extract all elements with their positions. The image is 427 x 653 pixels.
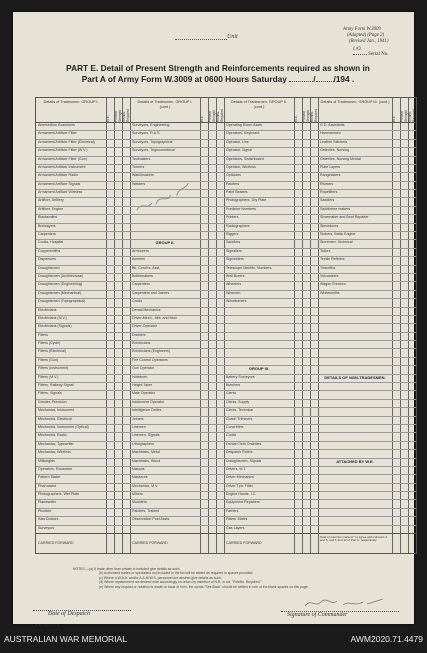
trade-row-label: Butchers	[226, 383, 241, 388]
trade-row-label: Mechanics, M.V.	[132, 483, 159, 488]
trade-row-label: Leather Stitchers	[320, 139, 348, 144]
trade-row-label: Male Operator	[132, 391, 155, 396]
row-divider	[36, 357, 416, 358]
column-divider	[408, 98, 409, 553]
row-divider	[36, 382, 416, 383]
row-divider	[36, 374, 416, 375]
trade-row-label: Armament Artificer Instrument	[38, 164, 86, 169]
trade-row-label: Axemen	[132, 257, 146, 262]
trade-row-label: Cooks, Hospital	[38, 240, 64, 245]
group-subheading: GROUP II.	[155, 240, 175, 246]
trade-row-label: Drivers, M.T.	[226, 466, 247, 471]
trade-row-label: G.D. Assistants	[320, 123, 345, 127]
title-line-1: PART E. Detail of Present Strength and Reinforcements required as shown in	[66, 63, 370, 73]
trade-row-label: Operators, Keyboard	[226, 131, 260, 136]
title-month-blank	[316, 81, 334, 82]
column-divider	[294, 98, 295, 553]
unit-blank-line	[175, 39, 227, 40]
vertical-column-heading: Reinfts. Required	[310, 109, 318, 122]
trade-row-label: Electricians (M.V.)	[38, 315, 67, 320]
trade-row-label: Fitters (Electrical)	[38, 349, 66, 354]
trade-row-label: Operators, Excavator	[38, 466, 72, 471]
trade-row-label: Mechanics, Instrument (Optical)	[38, 424, 89, 429]
row-divider	[36, 164, 416, 165]
trade-row-label: Joiners	[132, 416, 144, 421]
trade-row-label: Well Borers	[226, 273, 245, 278]
trade-row-label: Machinists, Wood	[132, 458, 161, 463]
row-divider	[36, 516, 416, 517]
trade-row-label: Driver Tptr. Fitter	[226, 483, 253, 488]
trade-row-label: Saddlers	[226, 240, 241, 245]
trade-row-label: Artificer, Artillery	[38, 198, 64, 203]
trade-row-label: Cooks	[226, 433, 237, 438]
trade-row-label: Draughtsmen	[38, 265, 60, 270]
trade-row-label: Boilermakers	[132, 273, 153, 278]
trade-row-label: Surveyors, Engineering	[132, 123, 170, 127]
trade-row-label: Farriers	[226, 508, 239, 513]
trade-row-label: Artificer, Engine	[38, 206, 64, 211]
trade-row-label: Gun Operator	[132, 366, 154, 371]
row-divider	[36, 441, 416, 442]
form-ref-line: I./O.	[353, 47, 362, 52]
trade-row-label: Clerks, Technical	[226, 408, 254, 413]
row-divider	[36, 390, 416, 391]
trade-row-label: Mechanics, Typewriter	[38, 441, 74, 446]
row-divider	[36, 139, 416, 140]
row-divider	[36, 508, 416, 509]
row-divider	[36, 273, 416, 274]
row-divider	[36, 172, 416, 173]
row-divider	[36, 499, 416, 500]
trade-row-label: Fitters (M.V.)	[38, 374, 59, 379]
trade-row-label: Masons	[132, 466, 145, 471]
trade-row-label: Coach Trimmers	[226, 416, 253, 421]
row-divider	[36, 449, 416, 450]
date-of-despatch	[33, 605, 131, 617]
trade-row-label: Concreters	[226, 424, 244, 429]
trade-row-label: Dental Mechanics	[132, 307, 161, 312]
trade-row-label: Observation Post Assts.	[132, 517, 171, 522]
trade-row-label: Painters, Trained	[132, 508, 160, 513]
row-divider	[36, 525, 416, 526]
column-divider	[310, 98, 311, 553]
trade-row-label: Electricians (Engineers)	[132, 349, 170, 354]
note-line: (b) Authorised trades or specialists not included in the list will be added as required in spaces provided.	[99, 571, 254, 576]
trade-row-label: Equipment Repairers	[226, 500, 260, 505]
trade-row-label: Height Taker	[132, 383, 153, 388]
vertical-column-heading: Reinfts. Required	[122, 109, 130, 122]
row-divider	[36, 130, 416, 131]
trade-row-label: Rangetakers	[320, 173, 341, 178]
row-divider	[36, 214, 416, 215]
trade-row-label: Bricklayers	[38, 223, 56, 228]
row-divider	[36, 223, 416, 224]
row-divider	[36, 424, 416, 425]
title-line-2-text: Part A of Army Form W.3009 at 0600 Hours Saturday	[81, 74, 287, 84]
footer-accession-number: AWM2020.71.4479	[350, 634, 423, 644]
row-divider	[36, 231, 416, 232]
strength-table	[35, 97, 417, 554]
trade-row-label: Fitters, Railway Signal	[38, 383, 74, 388]
carried-forward-label: CARRIED FORWARD	[132, 541, 168, 545]
trade-row-label: Armament Artificer Wireless	[38, 190, 83, 195]
trade-row-label: Woodturners	[226, 299, 247, 304]
trade-row-label: Carpenters and Joiners	[132, 290, 170, 295]
row-divider	[36, 298, 416, 299]
trade-row-label: Surveyors	[38, 525, 55, 530]
trade-row-label: Surveyors, Trigonometrical	[132, 148, 175, 153]
trade-row-label: Mechanics, Radio	[38, 433, 67, 438]
row-divider	[36, 348, 416, 349]
column-heading: Details of Tradesmen. GROUP I. (cont.)	[137, 100, 193, 109]
trade-row-label: Fitters' Mates	[226, 517, 248, 522]
note-line: (e) Where any request or notation is made on back of form, the words "See Back" should be written in one of the blank spaces on this page.	[99, 584, 309, 589]
trade-row-label: Operating Room Assts.	[226, 123, 263, 127]
trade-row-label: Masseurs	[132, 475, 148, 480]
trade-row-label: Electricians	[132, 341, 151, 346]
note-line: (c) Where a W.A.A. and/or A.A.M.W.S. personnel are desired give details as such.	[99, 575, 222, 580]
trade-row-label: Armament Artificer Fitter (Electrical)	[38, 139, 95, 144]
trade-row-label: Orderlies, Nursing Mental	[320, 156, 361, 161]
trade-row-label: Carpenters	[38, 232, 56, 237]
trade-row-label: Saddlers	[320, 198, 335, 203]
trade-row-label: Dispensers	[38, 257, 56, 262]
trade-row-label: Tailors	[320, 248, 331, 253]
trade-row-label: Pharmacist	[38, 483, 56, 488]
trade-row-label: Photographers, Wet Plate	[38, 492, 80, 497]
trade-row-label: Gas Layers	[226, 525, 245, 530]
form-notes	[73, 567, 403, 589]
trade-row-label: Surveyors, Topographical	[132, 139, 173, 144]
vertical-column-heading: Present Strength	[208, 109, 216, 122]
trade-row-label: Riveters	[320, 181, 334, 186]
group-subheading: GROUP III.	[248, 366, 270, 372]
trade-row-label: Telescope Identifn. Numbers	[226, 265, 272, 270]
trade-row-label: Electricians	[38, 307, 57, 312]
column-heading: Details of Tradesmen. GROUP II. (cont.)	[230, 100, 288, 109]
serial-label: Serial No.	[368, 52, 389, 57]
trade-row-label: Battery Surveyors	[226, 374, 255, 379]
trade-row-label: Stokers, Static Engine	[320, 232, 356, 237]
note-line: NOTES.—(a) If trade other than private is included give details as such.	[73, 567, 181, 571]
title-date-blank	[289, 81, 313, 82]
trade-row-label: Shoemaker and Boot Repairer	[320, 215, 369, 220]
group-subheading: DETAILS OF NON-TRADESMEN.	[324, 374, 386, 380]
carried-forward-label: Total of columns marked * to agree with columns 4 and 5, and 1 and 12 of Part A, respectively.	[320, 536, 388, 543]
row-divider	[36, 407, 416, 408]
row-divider	[36, 147, 416, 148]
trade-row-label: Plumber	[38, 508, 52, 513]
trade-row-label: Armament Artificer Fitter	[38, 131, 77, 136]
trade-row-label: Ropefitters	[320, 190, 338, 195]
trade-row-label: Predictor Numbers	[226, 206, 256, 211]
trade-row-label: Hotelmen	[132, 374, 148, 379]
unit-field	[173, 34, 238, 40]
trade-row-label: Fitters	[38, 332, 48, 337]
trade-row-label: Operators, Switchboard	[226, 156, 264, 161]
trade-row-label: Saw Doctors	[38, 517, 59, 522]
trade-row-label: Riggers	[226, 232, 239, 237]
trade-row-label: Bit. Cond'rs. Asst.	[132, 265, 161, 270]
trade-row-label: Opticians	[226, 173, 241, 178]
trade-row-label: Engine Hands, I.C.	[226, 492, 257, 497]
trade-row-label: Drainers	[132, 332, 146, 337]
trade-row-label: Wheelers	[226, 282, 242, 287]
archive-footer	[0, 626, 427, 653]
column-divider	[106, 98, 107, 553]
trade-row-label: Signwriters	[226, 257, 244, 262]
trade-row-label: Coppersmiths	[38, 248, 61, 253]
trade-row-label: Vulcanizers	[320, 273, 339, 278]
row-divider	[36, 474, 416, 475]
vertical-column-heading: Present Strength	[302, 109, 310, 122]
column-heading: Details of Tradesmen. GROUP III. (cont.)	[320, 100, 390, 104]
trade-row-label: Instrument Operator	[132, 399, 165, 404]
vertical-column-heading: Present Strength	[400, 109, 408, 122]
trade-row-label: Draughtsmen (Topographical)	[38, 299, 86, 304]
column-divider	[208, 98, 209, 553]
row-divider	[36, 365, 416, 366]
row-divider	[36, 491, 416, 492]
row-divider	[36, 189, 416, 190]
commander-signature	[281, 606, 399, 618]
column-divider	[400, 98, 401, 553]
trade-row-label: Draughtsmen (Engineering)	[38, 282, 83, 287]
trade-row-label: Grinder, Precision	[38, 399, 67, 404]
trade-row-label: Orderlies, Nursing	[320, 148, 349, 153]
row-divider	[36, 399, 416, 400]
row-divider	[36, 332, 416, 333]
trade-row-label: Paint Beaters	[226, 190, 248, 195]
trade-row-label: Turners	[132, 164, 145, 169]
title-year: /194 .	[333, 74, 355, 84]
form-ref-line: Army Form W.3009	[343, 27, 381, 32]
row-divider	[36, 181, 416, 182]
form-ref-line: (Revised Jan., 1941)	[349, 39, 389, 44]
row-divider	[36, 281, 416, 282]
trade-row-label: Mechanics, Wireless	[38, 450, 71, 455]
column-divider	[216, 98, 217, 553]
trade-row-label: Millwrights	[38, 458, 55, 463]
title-date-separator: /	[313, 74, 316, 84]
column-divider	[392, 98, 393, 553]
form-title	[45, 63, 391, 85]
trade-row-label: Cooks	[132, 299, 143, 304]
row-divider	[36, 156, 416, 157]
trade-row-label: Draughtsmen (Architectural)	[38, 273, 83, 278]
column-divider	[302, 98, 303, 553]
trade-row-label: Fitters, Signals	[38, 391, 62, 396]
trade-row-label: Operator, Wireless	[226, 164, 256, 169]
vertical-column-heading: Reinfts. Required	[408, 109, 416, 122]
trade-row-label: Linemen, Signals	[132, 433, 160, 438]
trade-row-label: Mechanics, Instrument	[38, 408, 75, 413]
form-ref-line: (Adapted) (Page 2)	[347, 33, 385, 38]
trade-row-label: Fire Control Operators	[132, 357, 168, 362]
vertical-column-heading: W.E.	[392, 115, 396, 122]
trade-row-label: Storemen, Technical	[320, 240, 353, 245]
trade-row-label: Mechanics, Electrical	[38, 416, 72, 421]
trade-row-label: Intelligence Duties	[132, 408, 162, 413]
column-heading: Details of Tradesmen. GROUP I.	[43, 100, 99, 104]
trade-row-label: Wagon Erectors	[320, 282, 346, 287]
trade-row-label: Armament Artificer Fitter (Gun)	[38, 156, 87, 161]
trade-row-label: Fitters (Instrument)	[38, 366, 69, 371]
trade-row-label: Driver-Operator	[132, 324, 157, 329]
trade-row-label: Ammunition Examiners	[38, 123, 75, 127]
row-divider	[36, 122, 416, 123]
column-divider	[130, 98, 131, 553]
title-line-2	[45, 74, 391, 85]
signature-line	[281, 606, 399, 612]
trade-row-label: Armament Artificer Fitter (W.V.)	[38, 148, 88, 153]
trade-row-label: Carpenters	[132, 282, 150, 287]
trade-row-label: Operator, Line	[226, 139, 249, 144]
row-divider	[36, 290, 416, 291]
column-divider	[122, 98, 123, 553]
trade-row-label: Armourers	[132, 248, 149, 253]
signature-scribble	[303, 596, 393, 610]
trade-row-label: Operator, Signal	[226, 148, 252, 153]
trade-row-label: Armament Artificer Radio	[38, 173, 78, 178]
trade-row-label: Plate Layers	[320, 164, 340, 169]
note-line: (d) Where replacement not desired note accordingly on return by insertion of N.R. in col. "Reinfts. Required."	[99, 580, 262, 585]
date-label: Date of Despatch	[48, 611, 90, 617]
trade-row-label: Miners	[132, 492, 143, 497]
trade-row-label: Draughtsmen, Signals	[226, 458, 262, 463]
row-divider	[36, 323, 416, 324]
serial-blank-line	[353, 54, 367, 55]
trade-row-label: Armament Artificer Signals	[38, 181, 81, 186]
trade-row-label: Tinsmiths	[320, 265, 336, 270]
trade-row-label: Lithographers	[132, 441, 154, 446]
column-divider	[114, 98, 115, 553]
trade-row-label: Blacksmiths	[38, 215, 58, 220]
row-divider	[36, 265, 416, 266]
row-divider	[36, 483, 416, 484]
vertical-column-heading: W.E.	[200, 115, 204, 122]
form-sheet	[13, 12, 414, 624]
row-divider	[36, 416, 416, 417]
trade-row-label: Hammermen	[320, 131, 341, 136]
row-divider	[36, 458, 416, 459]
column-divider	[200, 98, 201, 553]
carried-forward-label: CARRIED FORWARD	[226, 541, 262, 545]
trade-row-label: Electricians (Signals)	[38, 324, 72, 329]
trade-row-label: Pattern Maker	[38, 475, 61, 480]
signature-label: Signature of Commander	[287, 612, 348, 618]
vertical-column-heading: W.E.	[294, 115, 298, 122]
row-divider	[36, 248, 416, 249]
trade-row-label: Radiographers	[226, 223, 250, 228]
trade-row-label: Saddletree makers	[320, 206, 351, 211]
trade-row-label: Driver-Mech., Mnt. and Mod.	[132, 315, 178, 320]
trade-row-label: Wiremen	[226, 290, 241, 295]
group-subheading: ATTACHED BY W.E.	[336, 458, 374, 464]
vertical-column-heading: Reinfts. Required	[216, 109, 224, 122]
trade-row-label: Moulders	[132, 500, 147, 505]
trade-row-label: Watchmakers	[132, 173, 154, 178]
column-divider	[318, 98, 319, 553]
unit-label: Unit	[227, 34, 238, 40]
row-divider	[36, 340, 416, 341]
serial-number-field	[353, 52, 389, 57]
form-reference	[343, 27, 388, 53]
trade-row-label: Clerks	[226, 391, 237, 396]
trade-row-label: Despatch Riders	[226, 450, 253, 455]
trade-row-label: Whitesmiths	[320, 290, 340, 295]
trade-row-label: Fitters (Cycle)	[38, 341, 61, 346]
row-divider	[36, 197, 416, 198]
row-divider	[36, 239, 416, 240]
trade-row-label: Dental Clerk Orderlies	[226, 441, 262, 446]
carried-forward-divider	[36, 533, 416, 534]
carried-forward-label: CARRIED FORWARD	[38, 541, 74, 545]
trade-row-label: Textile Refiners	[320, 257, 345, 262]
trade-row-label: Printers	[226, 215, 239, 220]
trade-row-label: Draughtsmen (Mechanical)	[38, 290, 82, 295]
trade-row-label: Photographers, Dry Plate	[226, 198, 267, 203]
row-divider	[36, 432, 416, 433]
trade-row-label: Toolmakers	[132, 156, 151, 161]
vertical-column-heading: Present Strength	[114, 109, 122, 122]
column-divider	[224, 98, 225, 553]
row-divider	[36, 206, 416, 207]
trade-row-label: Signallers	[226, 248, 242, 253]
row-divider	[36, 466, 416, 467]
row-divider	[36, 307, 416, 308]
vertical-column-heading: W.E.	[106, 115, 110, 122]
trade-row-label: Painters	[226, 181, 240, 186]
trade-row-label: Machinists, Metal	[132, 450, 160, 455]
trade-row-label: Fitters (Gun)	[38, 357, 59, 362]
row-divider	[36, 315, 416, 316]
trade-row-label: Planesetter	[38, 500, 57, 505]
trade-row-label: Stevedores	[320, 223, 339, 228]
trade-row-label: Driver Mechanics	[226, 475, 254, 480]
trade-row-label: Linemen	[132, 424, 146, 429]
trade-row-label: Surveyors, R.A.S.	[132, 131, 161, 136]
trade-row-label: Welders	[132, 181, 146, 186]
trade-row-label: Clerks, Supply	[226, 399, 250, 404]
footer-institution: AUSTRALIAN WAR MEMORIAL	[4, 634, 127, 644]
row-divider	[36, 256, 416, 257]
